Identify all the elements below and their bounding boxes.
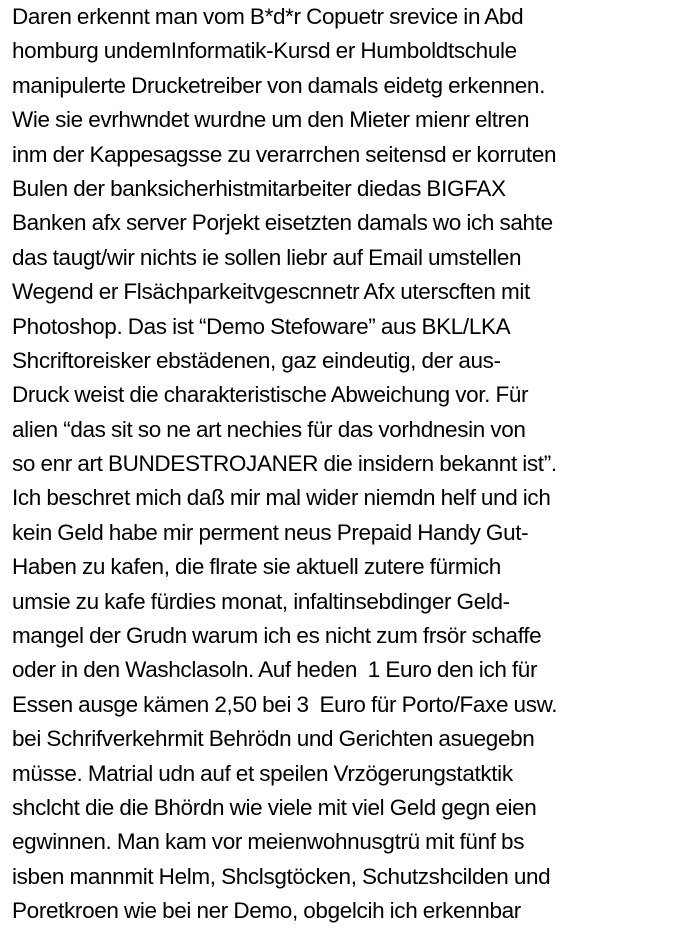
text-line: Wie sie evrhwndet wurdne um den Mieter mienr eltren <box>12 107 530 133</box>
text-line: Shcriftoreisker ebstädenen, gaz eindeutig, der aus- <box>12 347 501 373</box>
text-line: Daren erkennt man vom B*d*r Copuetr srevice in Abd <box>12 4 524 29</box>
text-line: shclcht die die Bhördn wie viele mit viel Geld gegn eien <box>12 794 537 820</box>
text-line: inm der Kappesagsse zu verarrchen seitensd er korruten <box>12 141 557 167</box>
text-line: Essen ausge kämen 2,50 bei 3 Euro für Porto/Faxe usw. <box>12 691 558 717</box>
text-line: bei Schrifverkehrmit Behrödn und Gerichten asuegebn <box>12 726 535 752</box>
text-line: homburg undemInformatik-Kursd er Humboldtschule <box>12 38 517 64</box>
text-line: das taugt/wir nichts ie sollen liebr auf Email umstellen <box>12 244 522 270</box>
text-line: egwinnen. Man kam vor meienwohnusgtrü mit fünf bs <box>12 829 525 855</box>
text-line: umsie zu kafe fürdies monat, infaltinsebdinger Geld- <box>12 588 510 614</box>
text-line: so enr art BUNDESTROJANER die insidern bekannt ist”. <box>12 451 557 477</box>
text-line: Photoshop. Das ist “Demo Stefoware” aus BKL/LKA <box>12 313 511 339</box>
text-line: Banken afx server Porjekt eisetzten damals wo ich sahte <box>12 210 553 236</box>
text-line: Druck weist die charakteristische Abweichung vor. Für <box>12 382 529 408</box>
text-line: mangel der Grudn warum ich es nicht zum frsör schaffe <box>12 623 542 649</box>
text-line: alien “das sit so ne art nechies für das vorhdnesin von <box>12 416 526 442</box>
text-line: Wegend er Flsächparkeitvgescnnetr Afx uterscften mit <box>12 279 530 305</box>
text-line: isben mannmit Helm, Shclsgtöcken, Schutzshcilden und <box>12 863 551 889</box>
text-line: kein Geld habe mir perment neus Prepaid Handy Gut- <box>12 519 529 545</box>
text-line: müsse. Matrial udn auf et speilen Vrzögerungstatktik <box>12 760 513 786</box>
text-line: Ich beschret mich daß mir mal wider niemdn helf und ich <box>12 485 551 511</box>
text-line: oder in den Washclasoln. Auf heden 1 Euro den ich für <box>12 657 538 683</box>
text-line: Haben zu kafen, die flrate sie aktuell zutere fürmich <box>12 554 501 580</box>
text-line: manipulerte Drucketreiber von damals eidetg erkennen. <box>12 72 546 98</box>
text-line: Poretkroen wie bei ner Demo, obgelcih ich erkennbar <box>12 898 521 924</box>
body-text <box>12 0 682 929</box>
text-line: Bulen der banksicherhistmitarbeiter diedas BIGFAX <box>12 175 506 201</box>
